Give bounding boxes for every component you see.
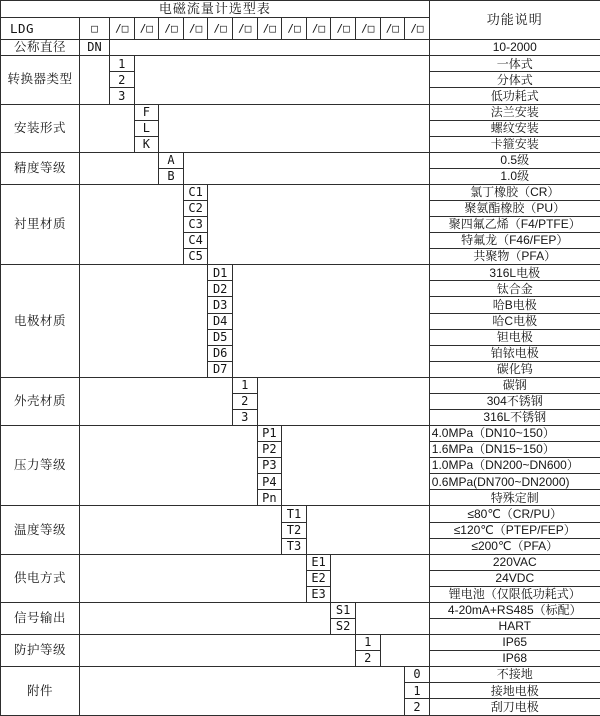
code-cell: 1: [405, 683, 430, 699]
description-cell: 220VAC: [429, 554, 600, 570]
segment-code-box: /□: [355, 18, 380, 40]
category-cell: 信号输出: [1, 602, 80, 634]
code-cell: B: [159, 168, 184, 184]
category-cell: 安装形式: [1, 104, 80, 152]
segment-code-box: /□: [306, 18, 331, 40]
code-cell: T1: [282, 506, 307, 522]
description-cell: 碳钢: [429, 377, 600, 393]
base-code-box: □: [80, 18, 110, 40]
segment-code-box: /□: [208, 18, 233, 40]
description-cell: 一体式: [429, 56, 600, 72]
description-cell: ≤200℃（PFA）: [429, 538, 600, 554]
segment-code-box: /□: [405, 18, 430, 40]
code-cell: P2: [257, 442, 282, 458]
code-cell: T2: [282, 522, 307, 538]
description-cell: 0.6MPa(DN700~DN2000): [429, 474, 600, 490]
code-cell: E3: [306, 586, 331, 602]
segment-code-box: /□: [183, 18, 208, 40]
spacer-cell: [80, 506, 282, 554]
category-cell: 转换器类型: [1, 56, 80, 104]
spacer-cell: [80, 554, 307, 602]
code-cell: F: [134, 104, 159, 120]
code-cell: 0: [405, 667, 430, 683]
category-cell: 精度等级: [1, 152, 80, 184]
code-cell: Pn: [257, 490, 282, 506]
segment-code-box: /□: [134, 18, 159, 40]
description-cell: ≤120℃（PTEP/FEP）: [429, 522, 600, 538]
code-cell: C4: [183, 233, 208, 249]
category-cell: 防护等级: [1, 635, 80, 667]
category-cell: 供电方式: [1, 554, 80, 602]
description-cell: 哈B电极: [429, 297, 600, 313]
code-cell: 2: [405, 699, 430, 716]
description-cell: 卡箍安装: [429, 136, 600, 152]
spacer-cell: [257, 377, 429, 425]
spacer-cell: [110, 40, 430, 56]
code-cell: D7: [208, 361, 233, 377]
option-row: [1, 635, 600, 651]
option-row: [1, 377, 600, 393]
code-cell: K: [134, 136, 159, 152]
option-row: [1, 554, 600, 570]
code-cell: 3: [110, 88, 135, 104]
spacer-cell: [355, 602, 429, 634]
option-row: [1, 104, 600, 120]
category-cell: 附件: [1, 667, 80, 716]
description-cell: IP68: [429, 651, 600, 667]
diameter-row: [1, 40, 600, 56]
description-cell: 铂铱电极: [429, 345, 600, 361]
title-row: [1, 1, 600, 18]
code-cell: P4: [257, 474, 282, 490]
option-row: [1, 506, 600, 522]
description-cell: 特殊定制: [429, 490, 600, 506]
description-cell: 碳化钨: [429, 361, 600, 377]
description-cell: ≤80℃（CR/PU）: [429, 506, 600, 522]
series-label: LDG: [1, 18, 80, 40]
spacer-cell: [306, 506, 429, 554]
code-cell: C2: [183, 200, 208, 216]
segment-code-box: /□: [380, 18, 405, 40]
spacer-cell: [80, 152, 159, 184]
description-cell: 聚氨酯橡胶（PU）: [429, 200, 600, 216]
option-row: [1, 667, 600, 683]
code-cell: P3: [257, 458, 282, 474]
spacer-cell: [232, 265, 429, 378]
segment-code-box: /□: [159, 18, 184, 40]
segment-code-box: /□: [232, 18, 257, 40]
description-cell: HART: [429, 619, 600, 635]
code-cell: 1: [110, 56, 135, 72]
code-cell: 1: [355, 635, 380, 651]
option-row: [1, 265, 600, 281]
description-cell: 氯丁橡胶（CR）: [429, 184, 600, 200]
spacer-cell: [80, 56, 110, 104]
code-cell: D1: [208, 265, 233, 281]
code-cell: 2: [355, 651, 380, 667]
option-row: [1, 426, 600, 442]
description-cell: 不接地: [429, 667, 600, 683]
option-row: [1, 184, 600, 200]
description-cell: 1.6MPa（DN15~150）: [429, 442, 600, 458]
code-cell: E1: [306, 554, 331, 570]
description-cell: 0.5级: [429, 152, 600, 168]
spacer-cell: [134, 56, 429, 104]
code-cell: T3: [282, 538, 307, 554]
description-cell: 分体式: [429, 72, 600, 88]
description-cell: 接地电极: [429, 683, 600, 699]
category-cell: 温度等级: [1, 506, 80, 554]
page-title: 电磁流量计选型表: [1, 1, 430, 18]
spacer-cell: [80, 104, 135, 152]
code-cell: S2: [331, 619, 356, 635]
spacer-cell: [159, 104, 430, 152]
spacer-cell: [80, 667, 405, 716]
code-cell: C5: [183, 249, 208, 265]
code-cell: S1: [331, 602, 356, 618]
code-cell: D2: [208, 281, 233, 297]
description-cell: 法兰安装: [429, 104, 600, 120]
category-cell: 公称直径: [1, 40, 80, 56]
category-cell: 电极材质: [1, 265, 80, 378]
description-cell: 共聚物（PFA）: [429, 249, 600, 265]
description-cell: 锂电池（仅限低功耗式）: [429, 586, 600, 602]
function-description-header: 功能说明: [429, 1, 600, 40]
code-cell: 2: [232, 393, 257, 409]
spacer-cell: [282, 426, 430, 506]
code-cell: D4: [208, 313, 233, 329]
description-cell: 钛合金: [429, 281, 600, 297]
code-cell: D5: [208, 329, 233, 345]
code-cell: D6: [208, 345, 233, 361]
spacer-cell: [80, 602, 331, 634]
description-cell: 24VDC: [429, 570, 600, 586]
option-row: [1, 56, 600, 72]
category-cell: 外壳材质: [1, 377, 80, 425]
option-row: [1, 152, 600, 168]
code-cell: C1: [183, 184, 208, 200]
code-cell: 2: [110, 72, 135, 88]
description-cell: 特氟龙（F46/FEP）: [429, 233, 600, 249]
segment-code-box: /□: [110, 18, 135, 40]
spacer-cell: [208, 184, 429, 264]
code-cell: C3: [183, 217, 208, 233]
segment-code-box: /□: [282, 18, 307, 40]
description-cell: 低功耗式: [429, 88, 600, 104]
spacer-cell: [380, 635, 429, 667]
code-cell: 1: [232, 377, 257, 393]
spacer-cell: [80, 377, 233, 425]
code-cell: 3: [232, 410, 257, 426]
code-cell: D3: [208, 297, 233, 313]
segment-code-box: /□: [331, 18, 356, 40]
description-cell: 钽电极: [429, 329, 600, 345]
description-cell: 刮刀电极: [429, 699, 600, 716]
description-cell: 316L电极: [429, 265, 600, 281]
description-cell: 聚四氟乙烯（F4/PTFE）: [429, 217, 600, 233]
spacer-cell: [331, 554, 429, 602]
spacer-cell: [80, 265, 208, 378]
option-row: [1, 602, 600, 618]
description-cell: 1.0级: [429, 168, 600, 184]
segment-code-box: /□: [257, 18, 282, 40]
category-cell: 衬里材质: [1, 184, 80, 264]
description-cell: 10-2000: [429, 40, 600, 56]
description-cell: 螺纹安装: [429, 120, 600, 136]
description-cell: 4-20mA+RS485（标配）: [429, 602, 600, 618]
description-cell: 4.0MPa（DN10~150）: [429, 426, 600, 442]
code-cell: DN: [80, 40, 110, 56]
code-cell: A: [159, 152, 184, 168]
spacer-cell: [183, 152, 429, 184]
code-cell: E2: [306, 570, 331, 586]
spacer-cell: [80, 184, 184, 264]
description-cell: 304不锈钢: [429, 393, 600, 409]
category-cell: 压力等级: [1, 426, 80, 506]
description-cell: 哈C电极: [429, 313, 600, 329]
description-cell: 1.0MPa（DN200~DN600）: [429, 458, 600, 474]
code-cell: L: [134, 120, 159, 136]
spacer-cell: [80, 426, 258, 506]
spacer-cell: [80, 635, 356, 667]
description-cell: 316L不锈钢: [429, 410, 600, 426]
code-cell: P1: [257, 426, 282, 442]
description-cell: IP65: [429, 635, 600, 651]
